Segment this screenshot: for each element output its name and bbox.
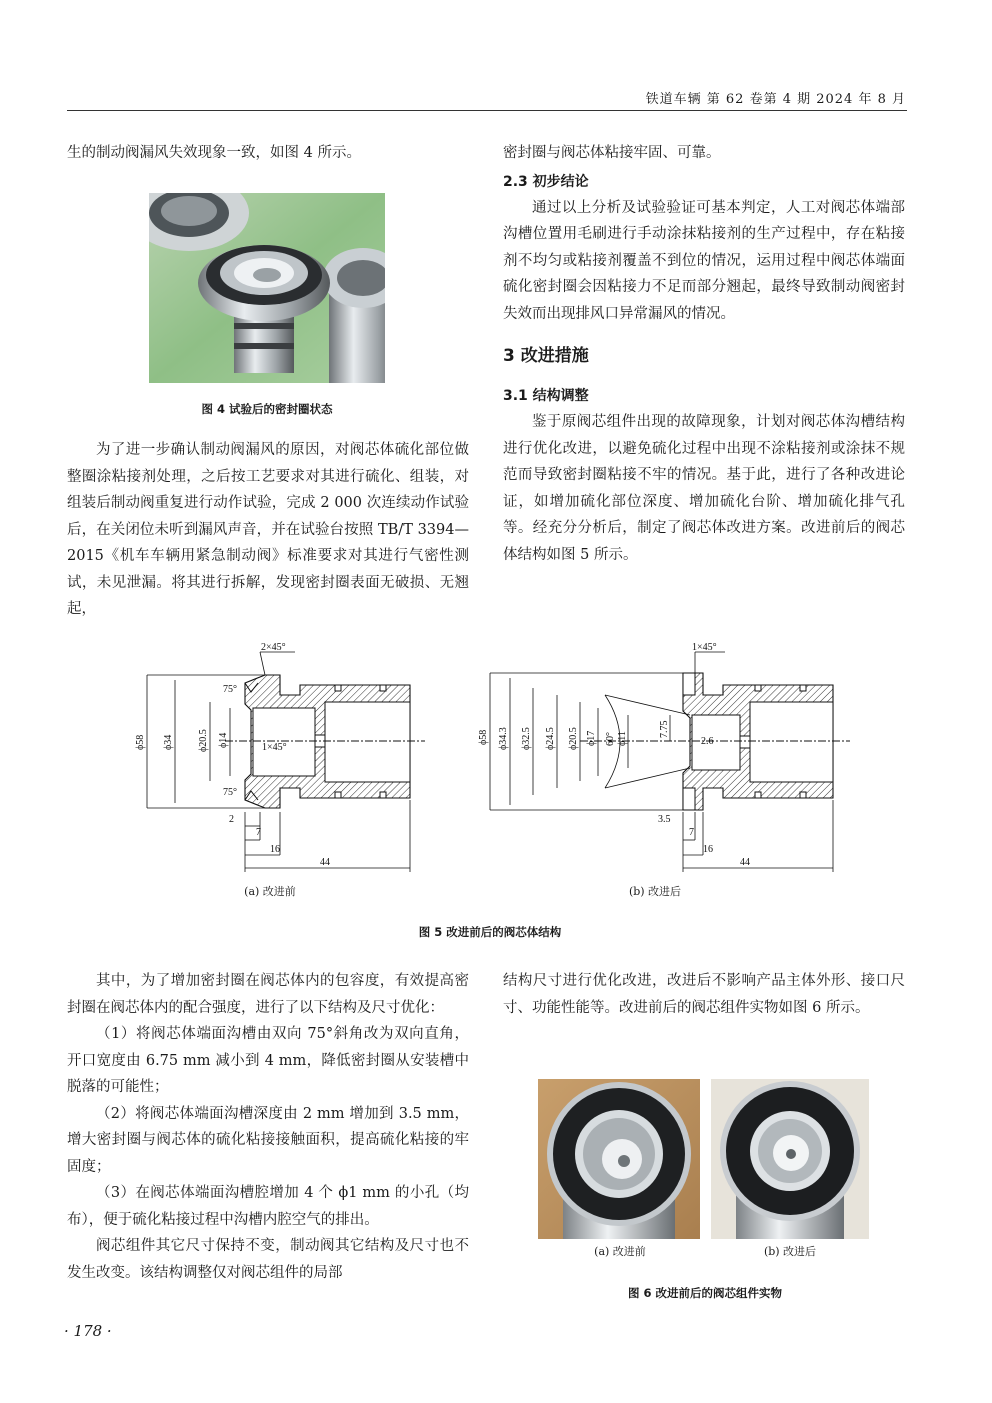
figure-6b-image	[711, 1079, 869, 1239]
right-paragraph-1: 通过以上分析及试验验证可基本判定，人工对阀芯体端部沟槽位置用毛刷进行手动涂抹粘接剂的生产过程中，存在粘接剂不均匀或粘接剂覆盖不到位的情况，运用过程中阀芯体端面硫化密封圈会因粘接力不足而部分翘起，最终导致制动阀密封失效而出现排风口异常漏风的情况。	[503, 199, 905, 322]
heading-3: 3 改进措施	[503, 346, 589, 366]
heading-3-1: 3.1 结构调整	[503, 388, 589, 404]
left-column-mid	[67, 437, 469, 623]
page-number: · 178 ·	[64, 1322, 112, 1340]
a-chamfer-label: 2×45°	[261, 642, 286, 653]
b-d32-5-label: ϕ32.5	[521, 727, 532, 750]
a-d20-5-label: ϕ20.5	[198, 729, 209, 752]
right-paragraph-0: 密封圈与阀芯体粘接牢固、可靠。	[503, 145, 721, 161]
left-paragraph-1: 为了进一步确认制动阀漏风的原因，对阀芯体硫化部位做整圈涂粘接剂处理，之后按工艺要求对其进行硫化、组装，对组装后制动阀重复进行动作试验，完成 2 000 次连续动作试验后，在关闭位未听到漏风声音，并在试验台按照 TB/T 3394—2015《机车车辆用紧急制动阀》标准要求对其进行气密性测试，未见泄漏。将其进行拆解，发现密封圈表面无破损、无翘起，	[67, 442, 469, 617]
right-column-bottom	[503, 968, 905, 1021]
a-inner-chamfer-label: 1×45°	[262, 742, 287, 753]
drawing-after	[478, 642, 850, 872]
left-column-top	[67, 140, 469, 167]
a-angle-top-label: 75°	[223, 684, 237, 695]
b-d20-5-label: ϕ20.5	[568, 727, 579, 750]
left-column-bottom	[67, 968, 469, 1286]
left-paragraph-0: 生的制动阀漏风失效现象一致，如图 4 所示。	[67, 145, 361, 161]
b-width-16-label: 16	[703, 844, 713, 855]
a-angle-bottom-label: 75°	[223, 787, 237, 798]
figure-6a-image	[538, 1079, 700, 1239]
bottom-left-paragraph-4: （3）在阀芯体端面沟槽腔增加 4 个 ϕ1 mm 的小孔（均布），便于硫化粘接过程中沟槽内腔空气的排出。	[67, 1185, 469, 1228]
a-d58-label: ϕ58	[135, 734, 146, 750]
figure-5-caption: 图 5 改进前后的阀芯体结构	[418, 925, 562, 939]
figure-6-caption: 图 6 改进前后的阀芯组件实物	[627, 1286, 782, 1300]
a-width-2-label: 2	[229, 814, 234, 825]
heading-2-3: 2.3 初步结论	[503, 173, 589, 190]
b-width-3-5-label: 3.5	[658, 814, 671, 825]
figure-6b-subcaption: (b) 改进后	[763, 1245, 817, 1258]
right-paragraph-2: 鉴于原阀芯组件出现的故障现象，计划对阀芯体沟槽结构进行优化改进，以避免硫化过程中出现不涂粘接剂或涂抹不规范而导致密封圈粘接不牢的情况。基于此，进行了各种改进论证，如增加硫化部位深度、增加硫化台阶、增加硫化排气孔等。经充分分析后，制定了阀芯体改进方案。改进前后的阀芯体结构如图 5 所示。	[503, 414, 905, 563]
running-head: 铁道车辆 第 62 卷第 4 期 2024 年 8 月	[645, 92, 906, 107]
bottom-left-paragraph-2: （1）将阀芯体端面沟槽由双向 75°斜角改为双向直角，开口宽度由 6.75 mm 减小到 4 mm，降低密封圈从安装槽中脱落的可能性；	[67, 1026, 469, 1095]
b-chamfer-label: 1×45°	[692, 642, 717, 653]
figure-4-caption: 图 4 试验后的密封圈状态	[201, 402, 333, 416]
b-d58-label: ϕ58	[478, 729, 489, 745]
figure-4-image	[149, 193, 385, 383]
a-width-44-label: 44	[320, 857, 330, 868]
b-angle-60-label: 60°	[605, 732, 616, 746]
b-2-6-label: 2.6	[701, 736, 714, 747]
b-d24-5-label: ϕ24.5	[545, 727, 556, 750]
bottom-left-paragraph-1: 其中，为了增加密封圈在阀芯体内的包容度，有效提高密封圈在阀芯体内的配合强度，进行了以下结构及尺寸优化：	[67, 973, 469, 1016]
a-width-7-label: 7	[256, 827, 261, 838]
bottom-right-paragraph-1: 结构尺寸进行优化改进，改进后不影响产品主体外形、接口尺寸、功能性能等。改进前后的阀芯组件实物如图 6 所示。	[503, 973, 905, 1016]
bottom-left-paragraph-5: 阀芯组件其它尺寸保持不变，制动阀其它结构及尺寸也不发生改变。该结构调整仅对阀芯组件的局部	[67, 1238, 469, 1281]
figure-6b-photo	[711, 1079, 869, 1239]
b-7-75-label: 7.75	[659, 720, 670, 738]
figure-5-drawing	[125, 640, 885, 902]
a-width-16-label: 16	[270, 844, 280, 855]
a-d34-label: ϕ34	[163, 734, 174, 750]
figure-4-photo	[149, 193, 385, 383]
figure-6a-subcaption: (a) 改进前	[594, 1245, 646, 1258]
b-d17-label: ϕ17	[586, 730, 597, 746]
bottom-left-paragraph-3: （2）将阀芯体端面沟槽深度由 2 mm 增加到 3.5 mm，增大密封圈与阀芯体的硫化粘接接触面积，提高硫化粘接的牢固度；	[67, 1105, 469, 1175]
b-d34-3-label: ϕ34.3	[498, 727, 509, 750]
figure-5b-subcaption: (b) 改进后	[628, 885, 682, 898]
right-column-top	[503, 140, 905, 568]
b-d11-label: ϕ11	[617, 731, 628, 746]
header-rule	[67, 110, 907, 111]
a-d14-label: ϕ14	[218, 732, 229, 748]
drawing-before	[135, 642, 425, 872]
b-width-7-label: 7	[689, 827, 694, 838]
figure-6a-photo	[538, 1079, 700, 1239]
figure-5a-subcaption: (a) 改进前	[244, 885, 296, 898]
b-width-44-label: 44	[740, 857, 750, 868]
